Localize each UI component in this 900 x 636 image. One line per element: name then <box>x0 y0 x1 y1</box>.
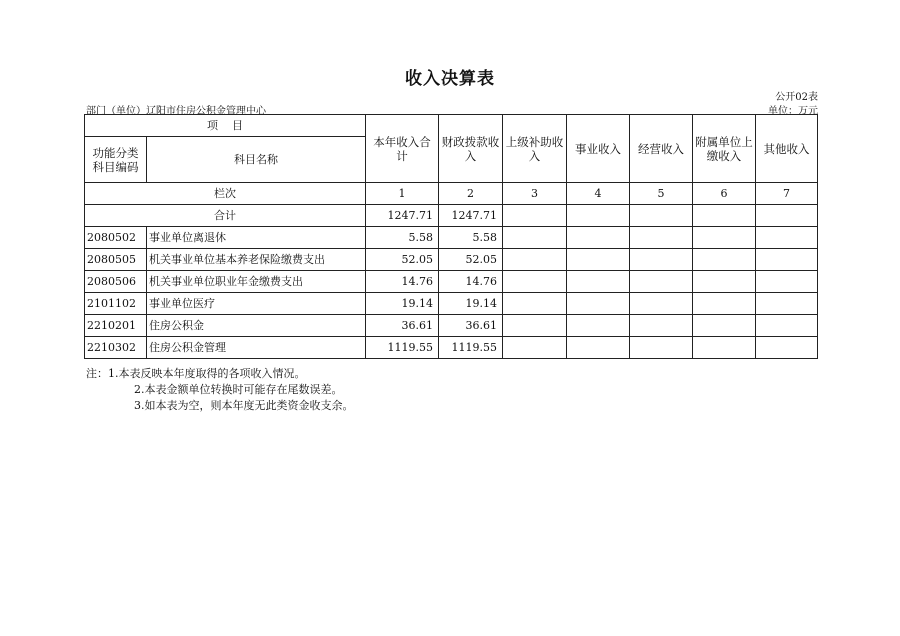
row-value-1: 36.61 <box>366 315 439 337</box>
note-2: 2.本表金额单位转换时可能存在尾数误差。 <box>134 383 343 396</box>
col-number: 4 <box>567 183 630 205</box>
total-value-2: 1247.71 <box>439 205 503 227</box>
header-func-code: 功能分类科目编码 <box>85 137 147 183</box>
table-row <box>85 337 818 359</box>
row-value-1: 1119.55 <box>366 337 439 359</box>
table-row <box>85 293 818 315</box>
note-3: 3.如本表为空，则本年度无此类资金收支余。 <box>134 399 354 412</box>
header-col5: 经营收入 <box>630 115 693 183</box>
total-value-1: 1247.71 <box>366 205 439 227</box>
header-item: 项 目 <box>85 115 366 137</box>
notes <box>86 366 354 414</box>
row-code: 2080505 <box>85 249 147 271</box>
header-col1: 本年收入合计 <box>366 115 439 183</box>
row-value-1: 52.05 <box>366 249 439 271</box>
total-label: 合计 <box>85 205 366 227</box>
note-1: 注：1.本表反映本年度取得的各项收入情况。 <box>86 367 306 380</box>
table-row <box>85 249 818 271</box>
row-value-2: 14.76 <box>439 271 503 293</box>
header-subject-name: 科目名称 <box>147 137 366 183</box>
col-number: 7 <box>756 183 818 205</box>
row-value-1: 14.76 <box>366 271 439 293</box>
row-name: 事业单位离退休 <box>147 227 366 249</box>
header-col3: 上级补助收入 <box>503 115 567 183</box>
row-code: 2210201 <box>85 315 147 337</box>
row-name: 住房公积金 <box>147 315 366 337</box>
row-code: 2080506 <box>85 271 147 293</box>
table-row <box>85 227 818 249</box>
unit-label: 单位：万元 <box>768 106 818 117</box>
row-value-1: 5.58 <box>366 227 439 249</box>
col-number: 2 <box>439 183 503 205</box>
col-number: 5 <box>630 183 693 205</box>
table-row <box>85 271 818 293</box>
row-value-2: 1119.55 <box>439 337 503 359</box>
form-number: 公开02表 <box>775 92 818 103</box>
total-row <box>85 205 818 227</box>
header-col7: 其他收入 <box>756 115 818 183</box>
row-name: 事业单位医疗 <box>147 293 366 315</box>
income-table <box>84 114 818 359</box>
row-value-2: 52.05 <box>439 249 503 271</box>
table-row <box>85 315 818 337</box>
row-number-label: 栏次 <box>85 183 366 205</box>
row-value-2: 19.14 <box>439 293 503 315</box>
row-name: 住房公积金管理 <box>147 337 366 359</box>
row-name: 机关事业单位基本养老保险缴费支出 <box>147 249 366 271</box>
col-number: 3 <box>503 183 567 205</box>
department-label: 部门（单位）辽阳市住房公积金管理中心 <box>86 106 266 117</box>
row-value-2: 36.61 <box>439 315 503 337</box>
header-col2: 财政拨款收入 <box>439 115 503 183</box>
row-code: 2080502 <box>85 227 147 249</box>
row-code: 2101102 <box>85 293 147 315</box>
page-title: 收入决算表 <box>405 69 495 89</box>
row-code: 2210302 <box>85 337 147 359</box>
col-number: 1 <box>366 183 439 205</box>
row-value-2: 5.58 <box>439 227 503 249</box>
header-col6: 附属单位上缴收入 <box>693 115 756 183</box>
col-number: 6 <box>693 183 756 205</box>
header-col4: 事业收入 <box>567 115 630 183</box>
row-name: 机关事业单位职业年金缴费支出 <box>147 271 366 293</box>
row-value-1: 19.14 <box>366 293 439 315</box>
